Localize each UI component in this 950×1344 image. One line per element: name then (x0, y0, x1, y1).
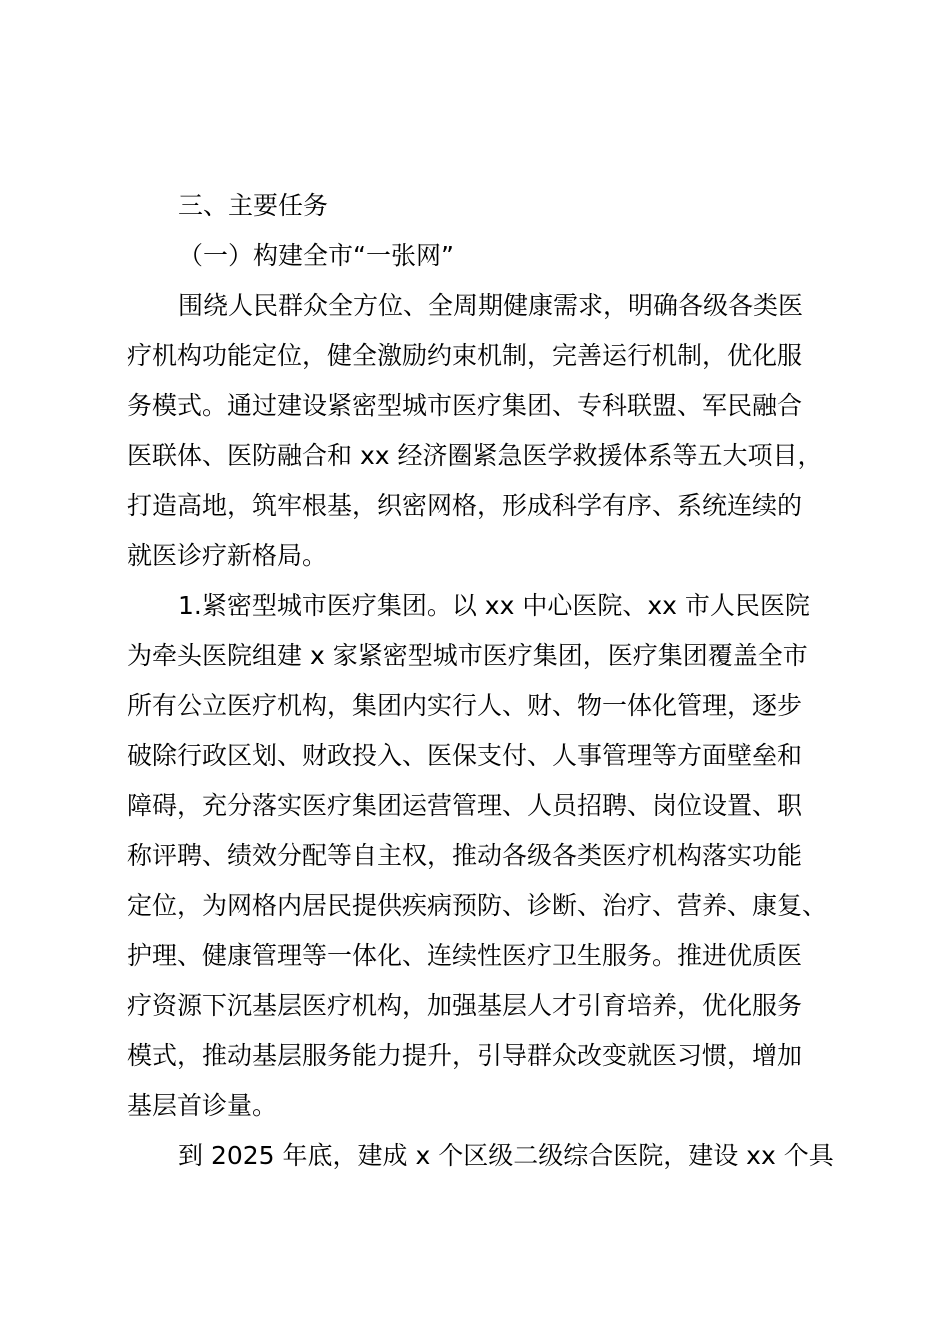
paragraph-line: 破除行政区划、财政投入、医保支付、人事管理等方面壁垒和 (127, 741, 803, 770)
paragraph-line: 护理、健康管理等一体化、连续性医疗卫生服务。推进优质医 (127, 941, 803, 970)
section-heading: 三、主要任务 (178, 191, 329, 220)
paragraph-line: 模式，推动基层服务能力提升，引导群众改变就医习惯，增加 (127, 1041, 803, 1070)
paragraph-line: 围绕人民群众全方位、全周期健康需求，明确各级各类医 (178, 291, 804, 320)
paragraph-line: 疗资源下沉基层医疗机构，加强基层人才引育培养，优化服务 (127, 991, 803, 1020)
paragraph-line: 为牵头医院组建 x 家紧密型城市医疗集团，医疗集团覆盖全市 (127, 641, 808, 670)
paragraph-line: 所有公立医疗机构，集团内实行人、财、物一体化管理，逐步 (127, 691, 803, 720)
paragraph-line: 务模式。通过建设紧密型城市医疗集团、专科联盟、军民融合 (127, 391, 803, 420)
paragraph-line: 障碍，充分落实医疗集团运营管理、人员招聘、岗位设置、职 (127, 791, 803, 820)
paragraph-line: 基层首诊量。 (127, 1091, 278, 1120)
paragraph-line: 就医诊疗新格局。 (127, 541, 328, 570)
subsection-heading: （一）构建全市“一张网” (178, 241, 454, 270)
paragraph-line: 到 2025 年底，建成 x 个区级二级综合医院，建设 xx 个具 (178, 1141, 834, 1170)
paragraph-line: 疗机构功能定位，健全激励约束机制，完善运行机制，优化服 (127, 341, 803, 370)
paragraph-line: 定位，为网格内居民提供疾病预防、诊断、治疗、营养、康复、 (127, 891, 828, 920)
paragraph-line: 称评聘、绩效分配等自主权，推动各级各类医疗机构落实功能 (127, 841, 803, 870)
paragraph-line: 1.紧密型城市医疗集团。以 xx 中心医院、xx 市人民医院 (178, 591, 810, 620)
paragraph-line: 医联体、医防融合和 xx 经济圈紧急医学救援体系等五大项目， (127, 441, 823, 470)
paragraph-line: 打造高地，筑牢根基，织密网格，形成科学有序、系统连续的 (127, 491, 803, 520)
